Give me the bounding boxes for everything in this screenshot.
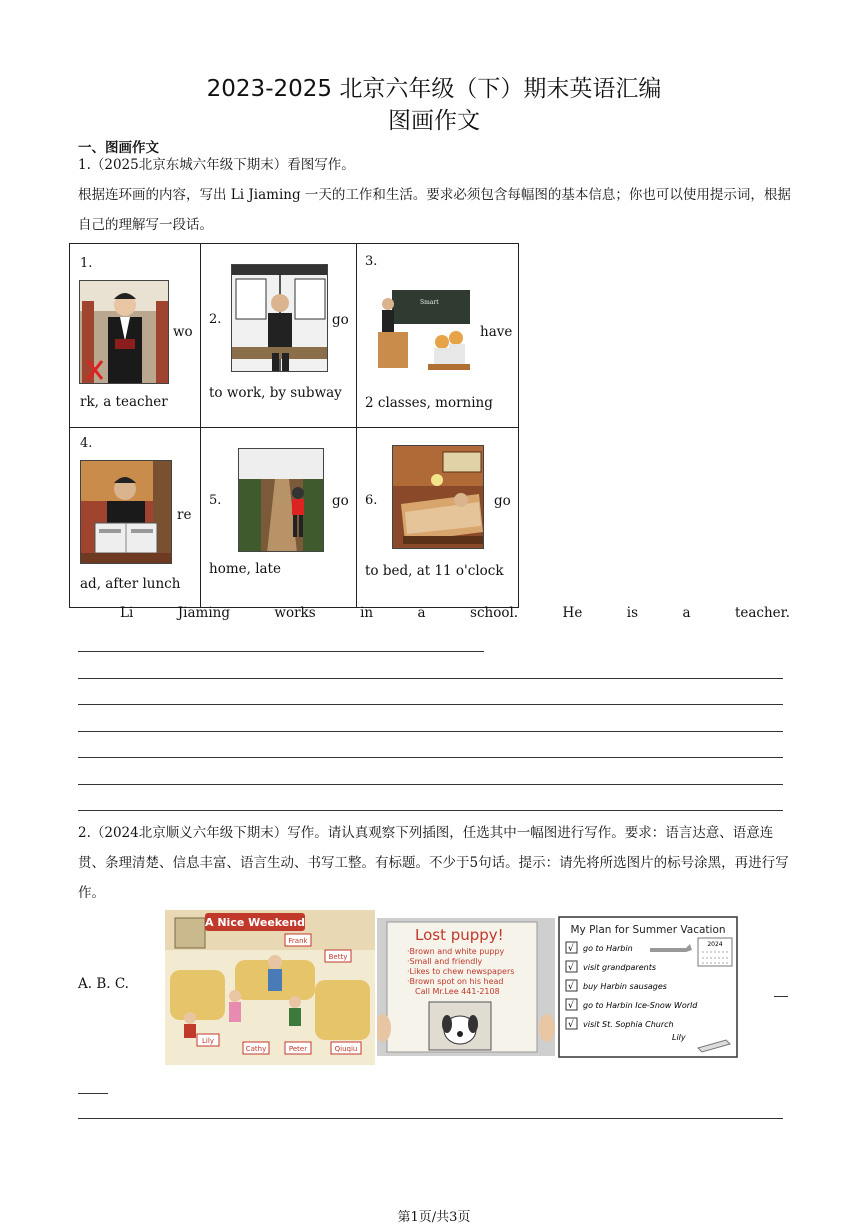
panel-2 — [201, 244, 357, 428]
plan-item: buy Harbin sausages — [583, 982, 667, 991]
calendar-year: 2024 — [707, 941, 723, 948]
writing-line[interactable] — [78, 784, 783, 785]
writing-line[interactable] — [78, 704, 783, 705]
picture-a-nice-weekend[interactable] — [165, 910, 375, 1065]
check-mark-icon: √ — [568, 1020, 574, 1030]
panel-hint-right: go — [332, 312, 349, 328]
lead-word: school. — [470, 605, 519, 621]
panel-caption: to bed, at 11 o'clock — [365, 563, 504, 579]
name-tag: Peter — [288, 1045, 308, 1053]
writing-line[interactable] — [78, 651, 484, 652]
lead-word: Jiaming — [177, 605, 230, 621]
panel-caption: to work, by subway — [209, 385, 342, 401]
panel-hint-right: re — [177, 507, 192, 523]
panel-number: 3. — [365, 254, 378, 269]
lead-word: in — [360, 605, 374, 621]
name-tag: Betty — [328, 953, 348, 961]
check-mark-icon: √ — [568, 982, 574, 992]
lead-word: teacher. — [734, 605, 790, 621]
panel-number: 1. — [80, 256, 93, 271]
classroom-picture — [374, 282, 472, 380]
lead-word: a — [417, 605, 426, 621]
picture-b-lost-puppy[interactable] — [377, 918, 555, 1056]
subway-picture — [231, 264, 328, 372]
poster-heading: Lost puppy! — [415, 926, 504, 944]
panel-caption: 2 classes, morning — [365, 395, 493, 411]
name-tag: Qiuqiu — [334, 1045, 358, 1053]
going-home-picture — [238, 448, 324, 552]
plan-item: go to Harbin Ice-Snow World — [583, 1001, 698, 1010]
check-mark-icon: √ — [568, 944, 574, 954]
plan-item: visit grandparents — [583, 963, 657, 972]
writing-line[interactable] — [78, 810, 783, 811]
lead-word: a — [682, 605, 691, 621]
name-tag: Frank — [288, 937, 308, 945]
lead-word: is — [626, 605, 638, 621]
document-title: 2023-2025 北京六年级（下）期末英语汇编 — [206, 76, 662, 102]
writing-line[interactable] — [78, 678, 783, 679]
name-tag: Lily — [202, 1037, 214, 1045]
picture-c-summer-plan[interactable] — [558, 916, 738, 1058]
document-subtitle: 图画作文 — [388, 108, 480, 134]
svg-text:Smart: Smart — [420, 299, 439, 306]
q1-stem: 1.（2025北京东城六年级下期末）看图写作。 — [78, 157, 355, 173]
writing-line[interactable] — [78, 1118, 783, 1119]
picture-a-title: A Nice Weekend — [205, 916, 305, 929]
panel-caption: ad, after lunch — [80, 576, 181, 592]
check-mark-icon: √ — [568, 963, 574, 973]
panel-6 — [357, 428, 519, 608]
plan-title: My Plan for Summer Vacation — [570, 924, 726, 936]
going-to-bed-picture — [392, 445, 484, 549]
writing-line[interactable] — [78, 731, 783, 732]
panel-caption: home, late — [209, 561, 281, 577]
section-heading: 一、图画作文 — [78, 140, 159, 156]
poster-line: Call Mr.Lee 441-2108 — [415, 987, 500, 996]
panel-number: 6. — [365, 493, 378, 508]
reading-newspaper-picture — [80, 460, 172, 564]
panel-caption: rk, a teacher — [80, 394, 168, 410]
panel-number: 4. — [80, 436, 93, 451]
lead-word: Li — [120, 605, 134, 621]
panel-hint-right: go — [332, 493, 349, 509]
plan-item: go to Harbin — [583, 944, 633, 953]
panel-hint-right: have — [480, 324, 513, 340]
poster-line: ·Likes to chew newspapers — [407, 967, 515, 976]
panel-4 — [70, 428, 201, 608]
writing-line[interactable] — [78, 1093, 108, 1094]
poster-line: ·Brown spot on his head — [407, 977, 504, 986]
poster-line: ·Brown and white puppy — [407, 947, 505, 956]
poster-line: ·Small and friendly — [407, 957, 483, 966]
writing-line[interactable] — [78, 757, 783, 758]
comic-grid — [69, 243, 519, 608]
name-tag: Cathy — [245, 1045, 267, 1053]
panel-hint-right: wo — [173, 324, 193, 340]
panel-number: 5. — [209, 493, 222, 508]
lead-word: works — [274, 605, 316, 621]
panel-number: 2. — [209, 312, 222, 327]
plan-item: visit St. Sophia Church — [583, 1020, 674, 1029]
q2-choices[interactable]: A. B. C. — [78, 976, 129, 992]
panel-hint-right: go — [494, 493, 511, 509]
panel-1 — [70, 244, 201, 428]
page-number: 第1页/共3页 — [397, 1210, 471, 1225]
plan-signature: Lily — [672, 1033, 686, 1042]
q2-stem: 2.（2024北京顺义六年级下期末）写作。请认真观察下列插图，任选其中一幅图进行写作。要求：语言达意、语意连贯、条理清楚、信息丰富、语言生动、书写工整。有标题。不少于5句话。提示：请先将所选图片的标号涂黑，再进行写作。 — [78, 825, 789, 901]
panel-3 — [357, 244, 519, 428]
teacher-in-school-picture — [79, 280, 169, 384]
q1-instruction: 根据连环画的内容，写出 Li Jiaming 一天的工作和生活。要求必须包含每幅图的基本信息；你也可以使用提示词，根据自己的理解写一段话。 — [78, 187, 791, 233]
q1-lead-sentence — [78, 605, 790, 621]
writing-line[interactable] — [774, 996, 788, 997]
lead-word: He — [562, 605, 583, 621]
check-mark-icon: √ — [568, 1001, 574, 1011]
panel-5 — [201, 428, 357, 608]
